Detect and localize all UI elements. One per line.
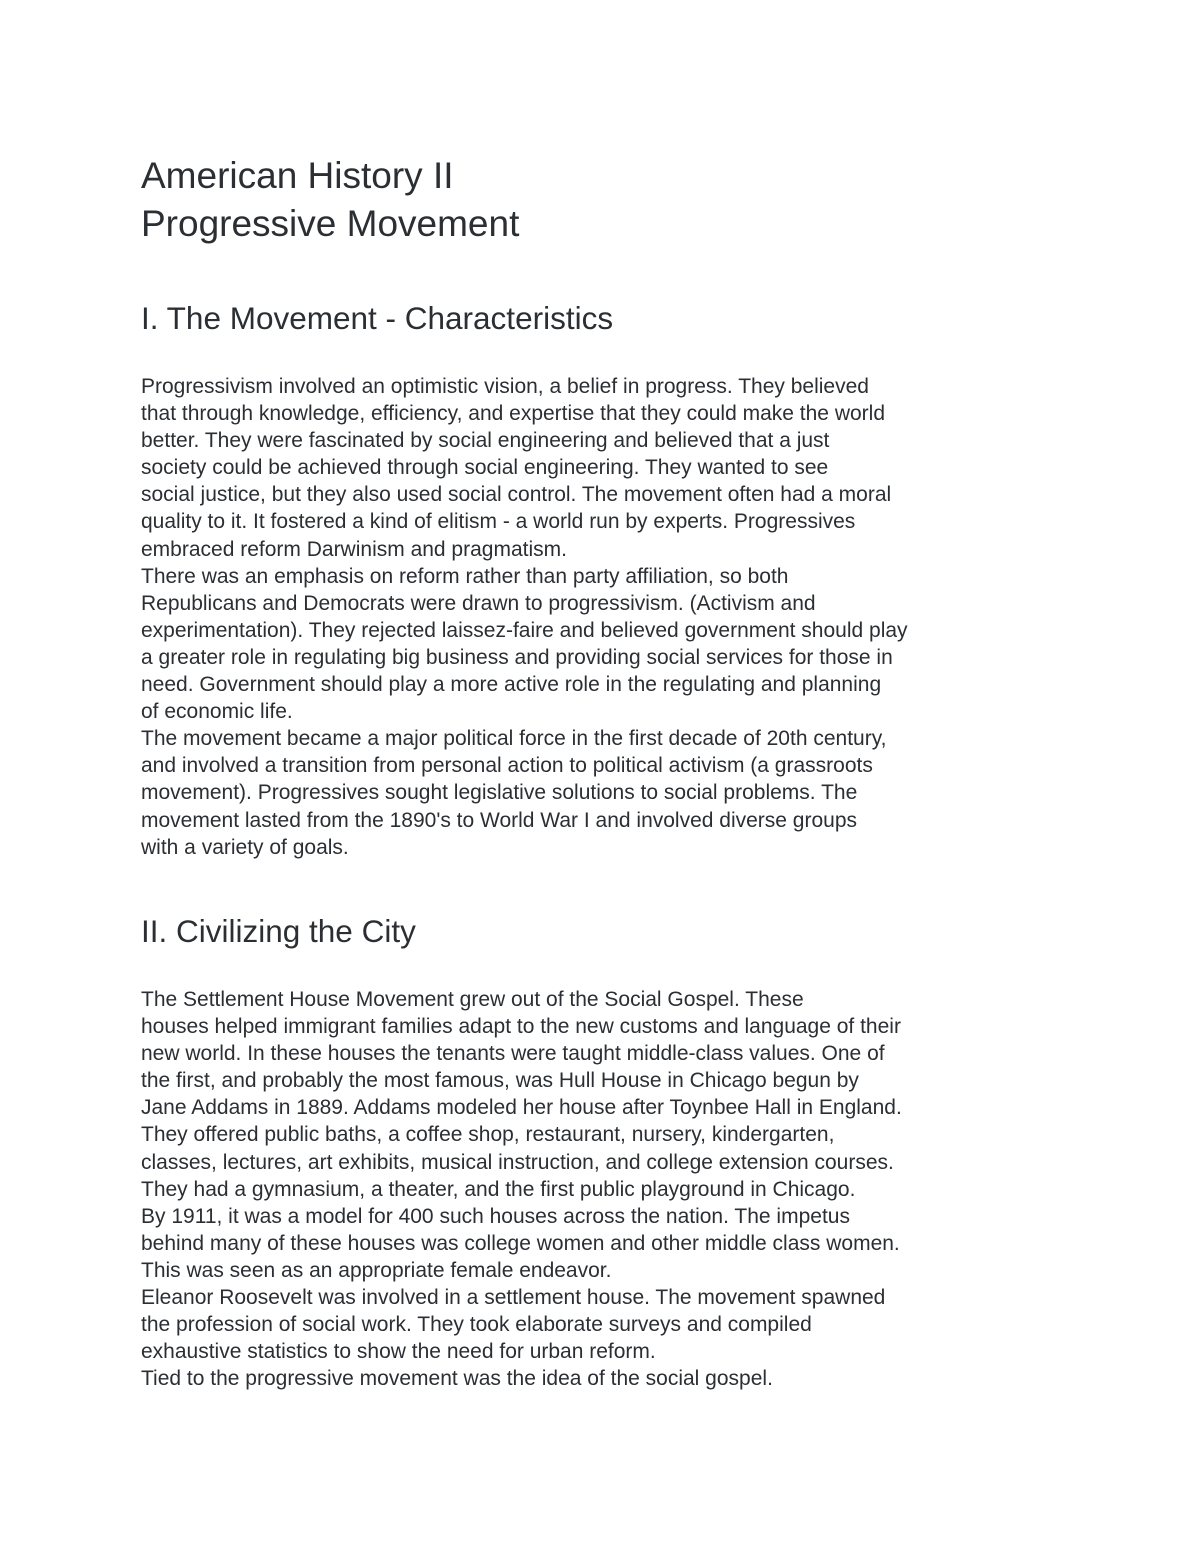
paragraph-line: a greater role in regulating big business and providing social services for those in bbox=[141, 645, 893, 669]
paragraph-line: behind many of these houses was college women and other middle class women. bbox=[141, 1231, 900, 1255]
paragraph-line: The movement became a major political force in the first decade of 20th century, bbox=[141, 727, 887, 751]
paragraph-line: the first, and probably the most famous, was Hull House in Chicago begun by bbox=[141, 1069, 859, 1093]
title-line-course: American History II bbox=[141, 155, 454, 196]
paragraph-line: By 1911, it was a model for 400 such houses across the nation. The impetus bbox=[141, 1204, 850, 1228]
paragraph-line: There was an emphasis on reform rather than party affiliation, so both bbox=[141, 564, 789, 588]
paragraph-line: the profession of social work. They took elaborate surveys and compiled bbox=[141, 1313, 812, 1337]
paragraph-line: movement). Progressives sought legislative solutions to social problems. The bbox=[141, 781, 858, 805]
title-line-topic: Progressive Movement bbox=[141, 203, 520, 244]
paragraph-line: Jane Addams in 1889. Addams modeled her house after Toynbee Hall in England. bbox=[141, 1096, 902, 1120]
paragraph-line: of economic life. bbox=[141, 700, 293, 724]
section-body-characteristics bbox=[141, 373, 908, 861]
paragraph-line: They offered public baths, a coffee shop, restaurant, nursery, kindergarten, bbox=[141, 1123, 835, 1147]
paragraph-line: society could be achieved through social engineering. They wanted to see bbox=[141, 456, 829, 480]
paragraph-line: better. They were fascinated by social engineering and believed that a just bbox=[141, 429, 830, 453]
paragraph-line: Progressivism involved an optimistic vision, a belief in progress. They believed bbox=[141, 375, 869, 398]
paragraph-line: social justice, but they also used social control. The movement often had a moral bbox=[141, 483, 892, 507]
paragraph-line: This was seen as an appropriate female endeavor. bbox=[141, 1258, 612, 1282]
paragraph-line: experimentation). They rejected laissez-faire and believed government should play bbox=[141, 618, 908, 642]
paragraph-line: exhaustive statistics to show the need for urban reform. bbox=[141, 1340, 656, 1364]
paragraph-line: with a variety of goals. bbox=[141, 835, 349, 859]
paragraph-line: need. Government should play a more active role in the regulating and planning bbox=[141, 673, 882, 697]
paragraph-line: and involved a transition from personal action to political activism (a grassroots bbox=[141, 754, 873, 778]
section-body-civilizing-the-city bbox=[141, 986, 902, 1392]
paragraph-line: new world. In these houses the tenants were taught middle-class values. One of bbox=[141, 1042, 885, 1066]
paragraph-line: classes, lectures, art exhibits, musical instruction, and college extension courses. bbox=[141, 1150, 894, 1174]
paragraph-line: embraced reform Darwinism and pragmatism. bbox=[141, 537, 567, 561]
paragraph-line: movement lasted from the 1890's to World War I and involved diverse groups bbox=[141, 808, 858, 832]
document-title bbox=[141, 152, 519, 248]
paragraph-line: houses helped immigrant families adapt to the new customs and language of their bbox=[141, 1015, 901, 1039]
paragraph-line: The Settlement House Movement grew out of the Social Gospel. These bbox=[141, 988, 804, 1011]
paragraph-line: Eleanor Roosevelt was involved in a settlement house. The movement spawned bbox=[141, 1286, 886, 1310]
section-heading-civilizing-the-city: II. Civilizing the City bbox=[141, 913, 416, 949]
section-heading-characteristics: I. The Movement - Characteristics bbox=[141, 300, 614, 336]
paragraph-line: Republicans and Democrats were drawn to progressivism. (Activism and bbox=[141, 591, 816, 615]
paragraph-line: They had a gymnasium, a theater, and the first public playground in Chicago. bbox=[141, 1177, 856, 1201]
paragraph-line: quality to it. It fostered a kind of elitism - a world run by experts. Progressives bbox=[141, 510, 856, 534]
paragraph-line: that through knowledge, efficiency, and expertise that they could make the world bbox=[141, 402, 886, 426]
paragraph-line: Tied to the progressive movement was the idea of the social gospel. bbox=[141, 1367, 773, 1391]
